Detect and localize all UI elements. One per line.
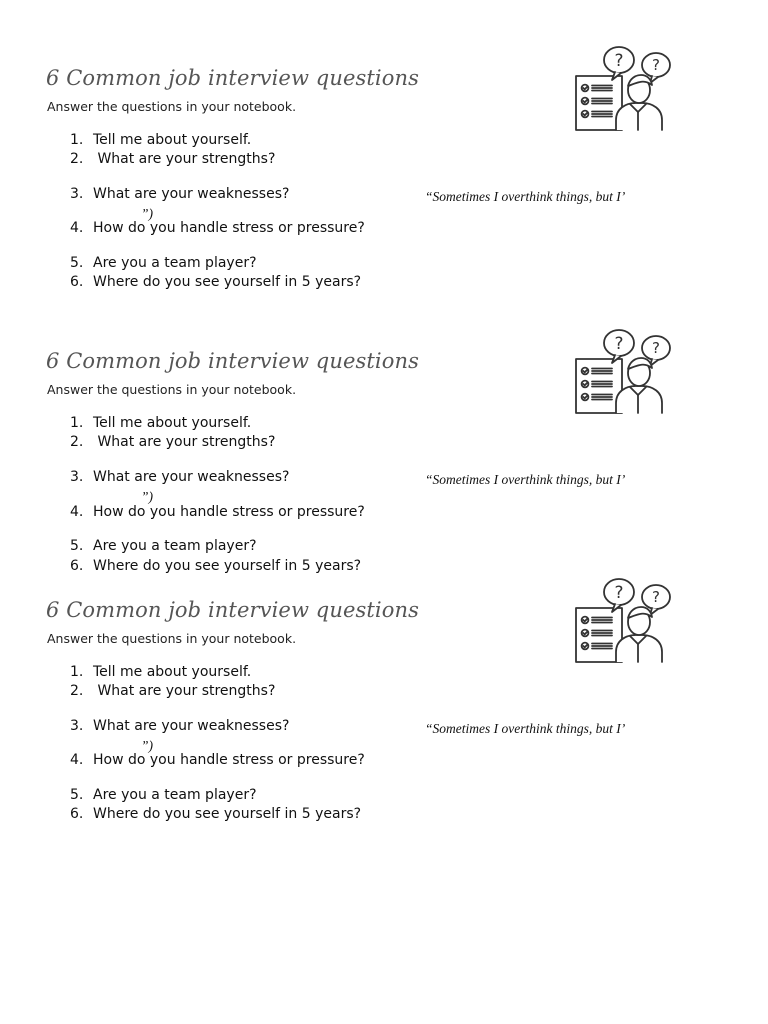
question-number: 5. (70, 787, 84, 803)
question-mark: ? (652, 339, 660, 357)
question-text: How do you handle stress or pressure? (93, 752, 365, 768)
example-answer-quote: “Sometimes I overthink things, but I’ (425, 721, 626, 736)
question-item-1 (70, 132, 251, 148)
question-item-1 (70, 415, 251, 431)
question-number: 1. (70, 664, 84, 680)
question-number: 3. (70, 718, 84, 734)
question-text: What are your weaknesses? (93, 186, 290, 202)
question-item-3 (70, 718, 289, 734)
question-text: Are you a team player? (93, 538, 257, 554)
question-text: Tell me about yourself. (93, 415, 252, 431)
question-item-5 (70, 538, 257, 554)
question-number: 2. (70, 683, 84, 699)
question-text: Are you a team player? (93, 255, 257, 271)
question-mark: ? (614, 583, 624, 603)
question-text: Where do you see yourself in 5 years? (93, 274, 362, 290)
question-text: What are your weaknesses? (93, 469, 290, 485)
example-answer-quote: “Sometimes I overthink things, but I’ (425, 189, 626, 204)
question-text: What are your strengths? (93, 683, 276, 699)
question-number: 2. (70, 151, 84, 167)
question-text: Tell me about yourself. (93, 132, 252, 148)
question-item-4 (70, 504, 365, 520)
question-text: How do you handle stress or pressure? (93, 220, 365, 236)
question-item-2 (70, 151, 275, 167)
question-item-6 (70, 806, 361, 822)
section-title: 6 Common job interview questions (46, 349, 419, 373)
question-mark: ? (614, 51, 624, 71)
question-item-6 (70, 274, 361, 290)
question-item-2 (70, 683, 275, 699)
question-text: Where do you see yourself in 5 years? (93, 558, 362, 574)
question-item-6 (70, 558, 361, 574)
question-number: 3. (70, 186, 84, 202)
question-item-5 (70, 787, 257, 803)
question-text: What are your strengths? (93, 434, 276, 450)
question-item-2 (70, 434, 275, 450)
worksheet-section-3 (0, 583, 768, 848)
section-instruction: Answer the questions in your notebook. (47, 382, 297, 397)
question-number: 2. (70, 434, 84, 450)
example-answer-quote: “Sometimes I overthink things, but I’ (425, 472, 626, 487)
section-instruction: Answer the questions in your notebook. (47, 631, 297, 646)
question-item-4 (70, 220, 365, 236)
worksheet-section-2 (0, 334, 768, 599)
question-mark: ? (652, 588, 660, 606)
question-number: 4. (70, 220, 84, 236)
section-title: 6 Common job interview questions (46, 598, 419, 622)
question-number: 1. (70, 132, 84, 148)
question-text: Tell me about yourself. (93, 664, 252, 680)
question-number: 5. (70, 255, 84, 271)
interview-questions-icon (572, 327, 674, 417)
question-text: What are your strengths? (93, 151, 276, 167)
worksheet-section-1 (0, 51, 768, 316)
example-answer-quote-end: ”) (141, 738, 154, 753)
example-answer-quote-end: ”) (141, 206, 154, 221)
question-number: 4. (70, 752, 84, 768)
question-number: 6. (70, 274, 84, 290)
question-item-3 (70, 186, 289, 202)
question-number: 6. (70, 558, 84, 574)
question-item-5 (70, 255, 257, 271)
question-mark: ? (614, 334, 624, 354)
question-number: 4. (70, 504, 84, 520)
question-number: 1. (70, 415, 84, 431)
question-item-3 (70, 469, 289, 485)
question-text: What are your weaknesses? (93, 718, 290, 734)
section-instruction: Answer the questions in your notebook. (47, 99, 297, 114)
question-text: How do you handle stress or pressure? (93, 504, 365, 520)
question-item-4 (70, 752, 365, 768)
question-number: 3. (70, 469, 84, 485)
interview-questions-icon (572, 576, 674, 666)
question-number: 6. (70, 806, 84, 822)
example-answer-quote-end: ”) (141, 489, 154, 504)
interview-questions-icon (572, 44, 674, 134)
question-text: Are you a team player? (93, 787, 257, 803)
question-number: 5. (70, 538, 84, 554)
question-item-1 (70, 664, 251, 680)
question-mark: ? (652, 56, 660, 74)
question-text: Where do you see yourself in 5 years? (93, 806, 362, 822)
section-title: 6 Common job interview questions (46, 66, 419, 90)
